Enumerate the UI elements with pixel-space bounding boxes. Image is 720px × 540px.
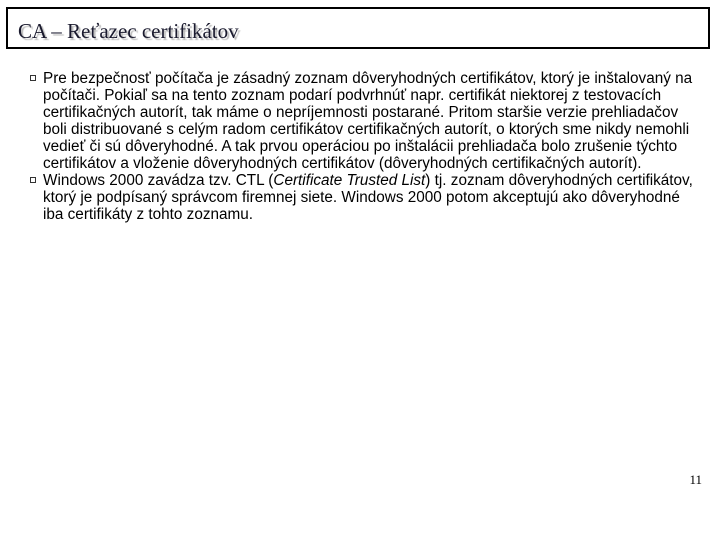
bullet-item xyxy=(30,70,700,172)
title-box xyxy=(6,7,710,49)
slide-title: CA – Reťazec certifikátov xyxy=(18,19,239,43)
bullet-text: Pre bezpečnosť počítača je zásadný zoznam dôveryhodných certifikátov, ktorý je inštalovaný na počítači. Pokiaľ sa na tento zoznam podarí podvrhnúť napr. certifikát niektorej z testovacích certifikačných autorít, tak máme o nepríjemnosti postarané. Pritom staršie verzie prehliadačov boli distribuované s celým radom certifikátov certifikačných autorít, o ktorých sme nikdy nemohli vedieť či sú dôveryhodné. A tak prvou operáciou po inštalácii prehliadača bolo zrušenie týchto certifikátov a vloženie dôveryhodných certifikátov (dôveryhodných certifikačných autorít). xyxy=(43,70,693,172)
bullet-text-part: Windows 2000 zavádza tzv. CTL ( xyxy=(43,172,274,189)
bullet-text xyxy=(43,172,700,223)
bullet-text-part: ) tj. zoznam dôveryhodných certifikátov, ktorý je podpísaný správcom firemnej siete. Windows 2000 potom akceptujú ako dôveryhodné iba certifikáty z tohto zoznamu. xyxy=(43,172,693,223)
bullet-list xyxy=(30,70,700,223)
square-bullet-icon xyxy=(30,75,36,81)
bullet-item xyxy=(30,172,700,223)
square-bullet-icon xyxy=(30,177,36,183)
page-number: 11 xyxy=(689,472,702,487)
bullet-text-italic: Certificate Trusted List xyxy=(273,172,426,189)
